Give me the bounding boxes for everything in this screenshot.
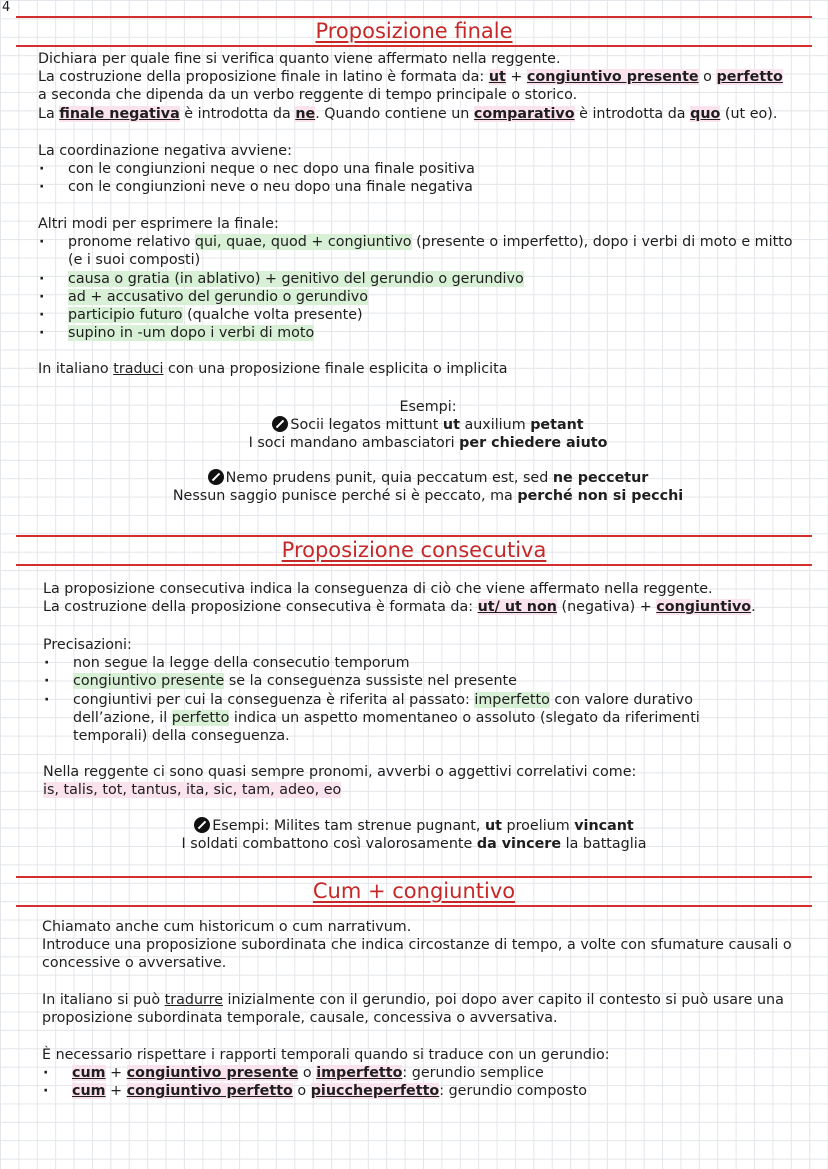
pencil-icon	[272, 416, 288, 432]
section-title: Proposizione finale	[315, 19, 513, 43]
list-item: · supino in -um dopo i verbi di moto	[38, 324, 808, 342]
list-item: · pronome relativo qui, quae, quod + congiuntivo (presente o imperfetto), dopo i verbi di moto e mitto (e i suoi composti)	[38, 233, 808, 269]
list-item: · congiuntivi per cui la conseguenza è riferita al passato: imperfetto con valore durativo dell’azione, il perfetto indica un aspetto momentaneo o assoluto (slegato da riferimenti temporali) della conseguenza.	[43, 691, 778, 746]
examples-finale: Esempi: Socii legatos mittunt ut auxilium petant I soci mandano ambasciatori per chiedere aiuto	[248, 399, 608, 452]
pencil-icon	[208, 469, 224, 485]
correlativi: Nella reggente ci sono quasi sempre pronomi, avverbi o aggettivi correlativi come: is, talis, tot, tantus, ita, sic, tam, adeo, eo	[43, 764, 637, 799]
section-heading-cum	[16, 874, 812, 908]
cum-intro: Chiamato anche cum historicum o cum narrativum. Introduce una proposizione subordinata che indica circostanze di tempo, a volte con sfumature causali o concessive o avversative.	[42, 919, 792, 972]
section-title: Proposizione consecutiva	[281, 538, 547, 562]
page-number: 4	[2, 0, 11, 15]
section-heading-consecutiva	[16, 533, 812, 567]
finale-body: Dichiara per quale fine si verifica quanto viene affermato nella reggente. La costruzione della proposizione finale in latino è formata da: ut + congiuntivo presente o perfetto a seconda che dipenda da un verbo reggente di tempo principale o storico. La finale negativa è introdotta da ne. Quando contiene un comparativo è introdotta da quo (ut eo).	[38, 51, 783, 122]
list-item: · cum + congiuntivo perfetto o piuccheperfetto: gerundio composto	[42, 1082, 812, 1100]
list-item: · congiuntivo presente se la conseguenza sussiste nel presente	[43, 672, 778, 690]
consecutiva-body: La proposizione consecutiva indica la conseguenza di ciò che viene affermato nella reggente. La costruzione della proposizione consecutiva è formata da: ut/ ut non (negativa) + congiuntivo.	[43, 581, 756, 616]
example-consecutiva: Esempi: Milites tam strenue pugnant, ut proelium vincant I soldati combattono così valorosamente da vincere la battaglia	[181, 818, 647, 853]
example-finale-2: Nemo prudens punit, quia peccatum est, sed ne peccetur Nessun saggio punisce perché si è peccato, ma perché non si pecchi	[172, 470, 684, 505]
traduzione-note: In italiano traduci con una proposizione finale esplicita o implicita	[38, 361, 508, 377]
list-item: · non segue la legge della consecutio temporum	[43, 654, 778, 672]
list-item: · con le congiunzioni neve o neu dopo una finale negativa	[38, 178, 798, 196]
cum-rapporti: È necessario rispettare i rapporti temporali quando si traduce con un gerundio: · cum + congiuntivo presente o imperfetto: gerundio semplice · cum + congiuntivo perfetto o piuccheperfetto: gerundio composto	[42, 1046, 812, 1101]
list-item: · cum + congiuntivo presente o imperfetto: gerundio semplice	[42, 1064, 812, 1082]
cum-traduzione: In italiano si può tradurre inizialmente con il gerundio, poi dopo aver capito il contesto si può usare una proposizione subordinata temporale, causale, concessiva o avversativa.	[42, 992, 784, 1027]
altri-modi-list: Altri modi per esprimere la finale: · pronome relativo qui, quae, quod + congiuntivo (presente o imperfetto), dopo i verbi di moto e mitto (e i suoi composti) · causa o gratia (in ablativo) + genitivo del gerundio o gerundivo · ad + accusativo del gerundio o gerundivo · participio futuro (qualche volta presente) · supino in -um dopo i verbi di moto	[38, 215, 808, 342]
pencil-icon	[194, 817, 210, 833]
list-item: · ad + accusativo del gerundio o gerundivo	[38, 288, 808, 306]
list-item: · causa o gratia (in ablativo) + genitivo del gerundio o gerundivo	[38, 270, 808, 288]
list-item: · con le congiunzioni neque o nec dopo una finale positiva	[38, 160, 798, 178]
list-item: · participio futuro (qualche volta presente)	[38, 306, 808, 324]
section-title: Cum + congiuntivo	[312, 879, 516, 903]
precisazioni-list: Precisazioni: · non segue la legge della consecutio temporum · congiuntivo presente se la conseguenza sussiste nel presente · congiuntivi per cui la conseguenza è riferita al passato: imperfetto con valore durativo dell’azione, il perfetto indica un aspetto momentaneo o assoluto (slegato da riferimenti temporali) della conseguenza.	[43, 636, 778, 745]
coordinazione-list: La coordinazione negativa avviene: · con le congiunzioni neque o nec dopo una finale positiva · con le congiunzioni neve o neu dopo una finale negativa	[38, 142, 798, 197]
section-heading-finale	[16, 14, 812, 48]
